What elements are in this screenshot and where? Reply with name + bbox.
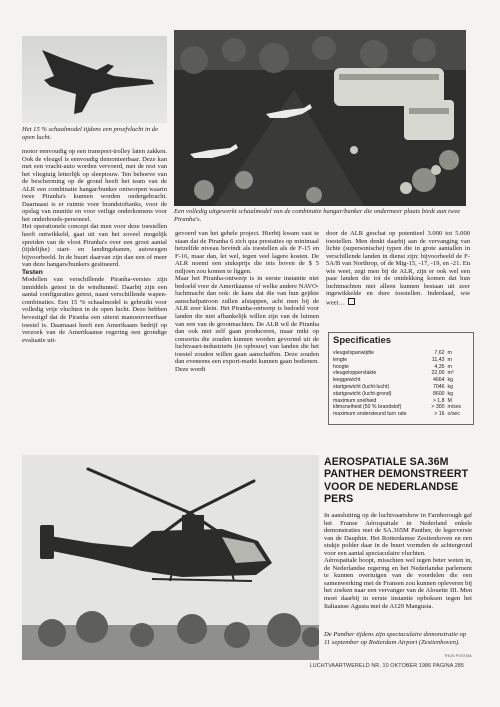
spec-unit: M	[447, 397, 452, 404]
article-column-1	[22, 148, 167, 344]
spec-row	[333, 384, 471, 391]
spec-unit: m/sec	[447, 404, 462, 411]
spec-label: leeggewicht	[333, 377, 361, 384]
hangar-photo-caption: Een volledig uitgewerkt schaalmodel van de combinatie hangar/bunker die ondermeer plaats biedt aan twee Piranha's.	[174, 208, 461, 223]
spec-row	[333, 411, 471, 418]
spec-value: 11,43	[431, 356, 445, 363]
spec-label: startgewicht (lucht-lucht)	[333, 383, 390, 390]
spec-value: 4664	[432, 377, 445, 384]
spec-unit: o/sec	[447, 411, 460, 418]
col2-paragraph-2: Maar het Piranha-ontwerp is in eerste instantie niet bedoeld voor de Amerikaanse of welke andere NAVO-luchtmacht dan ook: de kans dat die van hun gejikte aanschafpatroon zullen afstappen, acht men bij de ALR zeer klein. Het Piranha-ontwerp is bedoeld voor landen die niet afhankelijk willen zijn van de luimen van een van de grootmachten. De ALR wil de Piranha dan ook niet zelf gaan produceren, maar mikt op consortia die zouden kunnen worden gevormd uit de luchtvaart-industrieën (in opbouw) van landen die het toestel zouden willen gaan aanschaffen. Deze zouden dan eveneens een export-markt kunnen gaan bedienen. Deze wordt	[175, 275, 319, 373]
photo-credit: THIJS POSTMA	[444, 654, 472, 658]
spec-row	[333, 350, 471, 357]
spec-unit: kg	[447, 383, 453, 390]
spec-label: hoogte	[333, 363, 349, 370]
end-of-article-icon	[348, 298, 355, 305]
spec-value: > 16	[434, 411, 445, 418]
spec-unit: m	[447, 356, 452, 363]
col1-paragraph-1: motor eenvoudig op een transport-trolley laten zakken. Ook de vleugel is eenvoudig demonteerbaar. Deze kan met een vracht-auto worden vervoerd, met de rest van het vliegtuig letterlijk op sleeptouw. Ten behoeve van de bescherming op de grond heeft het team van de ALR een combinatie hangar/bunker ontworpen waarin twee Piranha's kunnen worden ondergebracht. Daarnaast is er ruimte voor brandstoftanks, voor de opslag van munitie en voor veilige onderkomens voor het onderhouds-personeel.	[22, 148, 167, 223]
col3-paragraph	[326, 230, 470, 307]
panther-paragraph-1: In aansluiting op de luchtvaartshow in Farnborough gaf het Franse Aérospatiale in Nederland enkele demonstraties met de SA.365M Panther, de legerversie van de Dauphin. Het Rotterdamse Zestienhoven en een stukje polder daar in de buurt vormden de achtergrond voor een aantal spectaculaire vluchten.	[324, 512, 472, 557]
col2-paragraph-1: gevoerd van het gehele project. Hierbij kwam vast te staan dat de Piranha 6 zich qua prestaties op minimaal hetzelfde niveau bevindt als toestellen als de F-15 en F-16, maar dan, let wel, tegen veel lagere kosten. De ALR noemt een stuksprijs die iets boven de $ 5 miljoen zou komen te liggen.	[175, 230, 319, 275]
spec-row	[333, 364, 471, 371]
col1-paragraph-3: Modellen van verschillende Piranha-versies zijn inmiddels getest in de windtunnel. Daarbij zijn een aantal configuraties getest, naast verschillende wapen-combinaties. Een 15 % schaalmodel is gebruikt voor volledig vrije vluchten in de open lucht. Deze hebben bevestigd dat de Piranha een uiterst manoeuvreerbaar toestel is. Daarnaast heeft een Amerikaans bedrijf op verzoek van de Amerikaanse regering een grondige evaluatie uit-	[22, 276, 167, 344]
specifications-title: Specificaties	[333, 335, 392, 346]
spec-value: > 1,8	[432, 397, 445, 404]
spec-value: 8600	[432, 390, 445, 397]
spec-row	[333, 404, 471, 411]
spec-row	[333, 377, 471, 384]
spec-row	[333, 370, 471, 377]
spec-unit: kg	[447, 377, 453, 384]
jet-photo-caption: Het 15 % schaalmodel tijdens een proefvlucht in de open lucht.	[22, 126, 158, 141]
spec-unit: m²	[447, 370, 454, 377]
hangar-scene-icon	[174, 30, 466, 206]
spec-row	[333, 398, 471, 405]
specifications-table	[333, 350, 471, 418]
spec-value: 22,00	[431, 370, 445, 377]
spec-row	[333, 357, 471, 364]
spec-unit: kg	[447, 390, 453, 397]
spec-label: startgewicht (lucht-grond)	[333, 390, 392, 397]
spec-unit: m	[447, 363, 452, 370]
jet-model-photo	[22, 36, 167, 123]
spec-value: 4,35	[434, 363, 445, 370]
spec-label: vleugelspanwijdte	[333, 350, 374, 356]
jet-silhouette-icon	[22, 36, 167, 123]
spec-label: klimsnelheid (50 % brandstof)	[333, 404, 402, 411]
spec-row	[333, 391, 471, 398]
panther-paragraph-2: Aérospatiale hoopt, misschien wel tegen beter weten in, de Nederlandse regering en het Nederlandse parlement te kunnen overtuigen van de voordelen die een samenwerking met de Fransen zou kunnen opleveren bij het zoeken naar een vervanger van de Alouette III. Men moet daarbij in eerste instantie opboksen tegen het Italiaanse Agusta met de A129 Mangusta.	[324, 557, 472, 610]
spec-unit: m	[447, 350, 452, 356]
spec-label: maximum snelheid	[333, 397, 377, 404]
panther-headline: AEROSPATIALE SA.36M PANTHER DEMONSTREERT VOOR DE NEDERLANDSE PERS	[324, 456, 469, 506]
spec-label: vleugeloppervlakte	[333, 370, 377, 377]
article-column-2	[175, 230, 319, 373]
spec-value: 7046	[432, 383, 445, 390]
article-column-3	[326, 230, 470, 307]
page-footer: LUCHTVAARTWERELD NR. 10 OKTOBER 1986 PAGINA 285	[309, 663, 464, 669]
col1-subheading: Testen	[22, 268, 43, 276]
spec-value: 7,62	[434, 350, 445, 356]
specifications-box	[328, 332, 474, 425]
col1-paragraph-2: Het operationele concept dat men voor deze toestellen heeft ontwikkeld, gaat uit van het zoveel mogelijk spreiden van de vloot Piranha's over een groot aantal (tijdelijke) start- en landingsbanen, autowegen bijvoorbeeld. In de buurt daarvan zijn dan een of meer van deze hangars/bunkers gesitueerd.	[22, 223, 167, 269]
spec-value: > 300	[431, 404, 445, 411]
col3-text: door de ALR geschat op potentieel 3.000 tot 5.000 toestellen. Men denkt daarbij aan de vervanging van lichte (supersonische) typen die in grote aantallen in verschillende landen in dienst zijn: bijvoorbeeld de F-5A/B van Northrop, of de Mig-15, -17, -19, en -21. En wie weet, zegt men bij de ALR, zijn er ook wel een paar landen die tot de ontdekking komen dat hun luchtmachten niet alleen kunnen bestaan uit zeer ingewikkelde en dure toestellen. Inderdaad, wie weet…	[326, 230, 470, 307]
panther-article	[324, 512, 472, 610]
spec-label: lengte	[333, 356, 348, 363]
spec-label: maximum ondersteund turn rate	[333, 411, 407, 418]
panther-photo-caption: De Panther tijdens zijn spectaculaire demonstratie op 11 september op Rotterdam Airport (Zestienhoven).	[324, 631, 467, 646]
hangar-model-photo	[174, 30, 466, 206]
panther-helicopter-photo	[22, 455, 319, 660]
helicopter-icon	[22, 455, 319, 660]
